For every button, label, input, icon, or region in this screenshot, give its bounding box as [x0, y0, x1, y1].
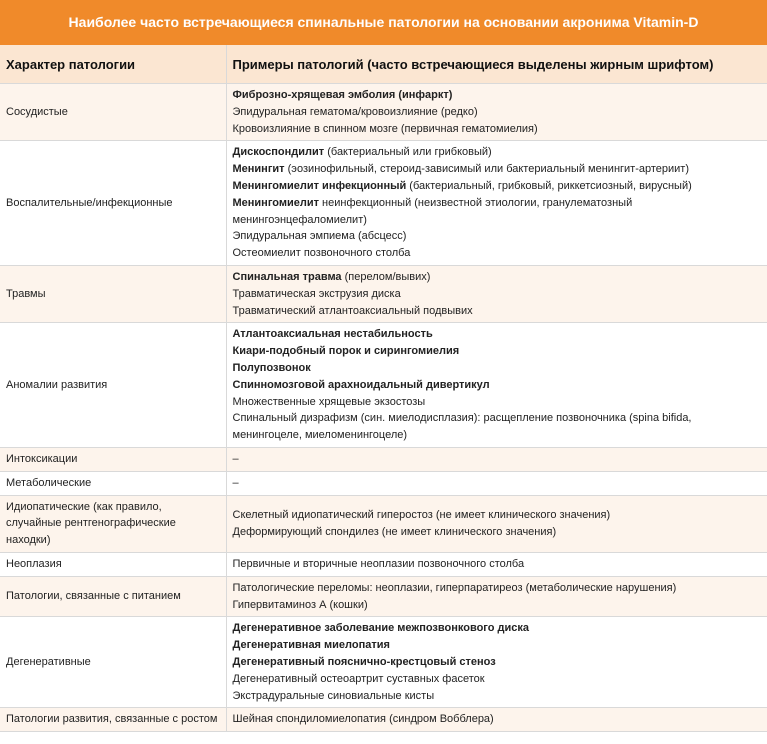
- example-text: Спинальный дизрафизм (син. миелодисплазия): расщепление позвоночника (spina bifida, менингоцеле, миеломенингоцеле): [232, 412, 692, 442]
- category-cell: Интоксикации: [0, 447, 226, 471]
- example-line: [233, 286, 762, 303]
- example-line: [233, 671, 762, 688]
- example-line: [233, 580, 762, 597]
- example-bold-text: Полупозвонок: [232, 361, 311, 374]
- example-line: [233, 410, 762, 444]
- example-line: [233, 688, 762, 705]
- example-bold-text: Дегенеративное заболевание межпозвонкового диска: [232, 622, 529, 635]
- example-text: (эозинофильный, стероид-зависимый или бактериальный менингит-артериит): [284, 163, 690, 176]
- table-row: [0, 708, 767, 732]
- example-text: Первичные и вторичные неоплазии позвоночного столба: [232, 557, 525, 570]
- example-line: [233, 195, 762, 229]
- example-line: [233, 178, 762, 195]
- examples-cell: [226, 708, 767, 732]
- example-text: Эпидуральная эмпиема (абсцесс): [232, 230, 407, 243]
- examples-cell: [226, 141, 767, 266]
- header-examples: Примеры патологий (часто встречающиеся выделены жирным шрифтом): [226, 45, 767, 84]
- example-bold-text: Фиброзно-хрящевая эмболия (инфаркт): [232, 89, 453, 101]
- example-line: [233, 161, 762, 178]
- example-line: [233, 451, 762, 468]
- examples-cell: [226, 576, 767, 617]
- category-cell: Патологии, связанные с питанием: [0, 576, 226, 617]
- example-line: [233, 360, 762, 377]
- example-bold-text: Дискоспондилит: [232, 146, 325, 159]
- example-bold-text: Киари-подобный порок и сирингомиелия: [232, 345, 460, 358]
- example-text: Гипервитаминоз А (кошки): [232, 598, 368, 611]
- example-line: [233, 377, 762, 394]
- example-text: Множественные хрящевые экзостозы: [232, 395, 426, 408]
- example-line: [233, 228, 762, 245]
- examples-cell: [226, 84, 767, 141]
- table-row: [0, 323, 767, 448]
- examples-cell: [226, 471, 767, 495]
- table-row: [0, 447, 767, 471]
- table-row: [0, 265, 767, 322]
- category-cell: Неоплазия: [0, 552, 226, 576]
- example-line: [233, 87, 762, 104]
- category-cell: Сосудистые: [0, 84, 226, 141]
- example-bold-text: Спинальная травма: [232, 270, 342, 283]
- category-cell: Метаболические: [0, 471, 226, 495]
- example-text: (перелом/вывих): [341, 270, 431, 283]
- table-row: [0, 617, 767, 708]
- example-text: Дегенеративный остеоартрит суставных фасеток: [232, 672, 485, 685]
- example-bold-text: Менингомиелит: [232, 196, 319, 209]
- example-line: [233, 524, 762, 541]
- category-cell: Воспалительные/инфекционные: [0, 141, 226, 266]
- example-bold-text: Дегенеративный пояснично-крестцовый стеноз: [232, 655, 496, 668]
- examples-cell: [226, 265, 767, 322]
- category-cell: Идиопатические (как правило, случайные рентгенографические находки): [0, 495, 226, 552]
- example-line: [233, 269, 762, 286]
- examples-cell: [226, 552, 767, 576]
- table-row: [0, 552, 767, 576]
- category-cell: Патологии развития, связанные с ростом: [0, 708, 226, 732]
- examples-cell: [226, 323, 767, 448]
- example-text: Остеомиелит позвоночного столба: [232, 247, 411, 260]
- example-text: –: [232, 452, 239, 465]
- example-bold-text: Атлантоаксиальная нестабильность: [232, 328, 433, 341]
- example-text: Травматическая экструзия диска: [232, 287, 401, 300]
- example-text: –: [232, 476, 239, 489]
- example-line: [233, 343, 762, 360]
- example-line: [233, 245, 762, 262]
- examples-cell: [226, 617, 767, 708]
- pathology-table: [0, 45, 767, 732]
- header-row: [0, 45, 767, 84]
- examples-cell: [226, 447, 767, 471]
- category-cell: Травмы: [0, 265, 226, 322]
- table-row: [0, 576, 767, 617]
- example-text: Кровоизлияние в спинном мозге (первичная гематомиелия): [232, 122, 538, 135]
- example-text: Шейная спондиломиелопатия (синдром Вобблера): [232, 713, 494, 726]
- example-text: Эпидуральная гематома/кровоизлияние (редко): [232, 105, 478, 118]
- example-line: [233, 637, 762, 654]
- example-line: [233, 326, 762, 343]
- example-text: (бактериальный или грибковый): [324, 146, 492, 159]
- example-text: неинфекционный (неизвестной этиологии, гранулематозный менингоэнцефаломиелит): [232, 196, 633, 226]
- examples-cell: [226, 495, 767, 552]
- category-cell: Дегенеративные: [0, 617, 226, 708]
- example-line: [233, 303, 762, 320]
- example-line: [233, 394, 762, 411]
- example-bold-text: Менингомиелит инфекционный: [232, 179, 407, 192]
- table-body: [0, 84, 767, 732]
- example-line: [233, 556, 762, 573]
- example-text: Травматический атлантоаксиальный подвывих: [232, 304, 473, 317]
- example-line: [233, 475, 762, 492]
- example-line: [233, 104, 762, 121]
- example-line: [233, 144, 762, 161]
- table-title: Наиболее часто встречающиеся спинальные патологии на основании акронима Vitamin-D: [0, 0, 767, 45]
- table-row: [0, 471, 767, 495]
- example-line: [233, 121, 762, 138]
- category-cell: Аномалии развития: [0, 323, 226, 448]
- example-line: [233, 597, 762, 614]
- example-bold-text: Спинномозговой арахноидальный дивертикул: [232, 378, 490, 391]
- example-text: Патологические переломы: неоплазии, гиперпаратиреоз (метаболические нарушения): [232, 581, 677, 594]
- example-text: Экстрадуральные синовиальные кисты: [232, 689, 435, 702]
- example-text: Деформирующий спондилез (не имеет клинического значения): [232, 525, 557, 538]
- table-row: [0, 84, 767, 141]
- example-bold-text: Менингит: [232, 163, 285, 176]
- example-line: [233, 507, 762, 524]
- example-bold-text: Дегенеративная миелопатия: [232, 639, 390, 652]
- header-category: Характер патологии: [0, 45, 226, 84]
- example-text: (бактериальный, грибковый, риккетсиозный, вирусный): [406, 179, 692, 192]
- example-line: [233, 654, 762, 671]
- table-row: [0, 141, 767, 266]
- example-line: [233, 711, 762, 728]
- example-text: Скелетный идиопатический гиперостоз (не имеет клинического значения): [232, 508, 611, 521]
- table-row: [0, 495, 767, 552]
- example-line: [233, 620, 762, 637]
